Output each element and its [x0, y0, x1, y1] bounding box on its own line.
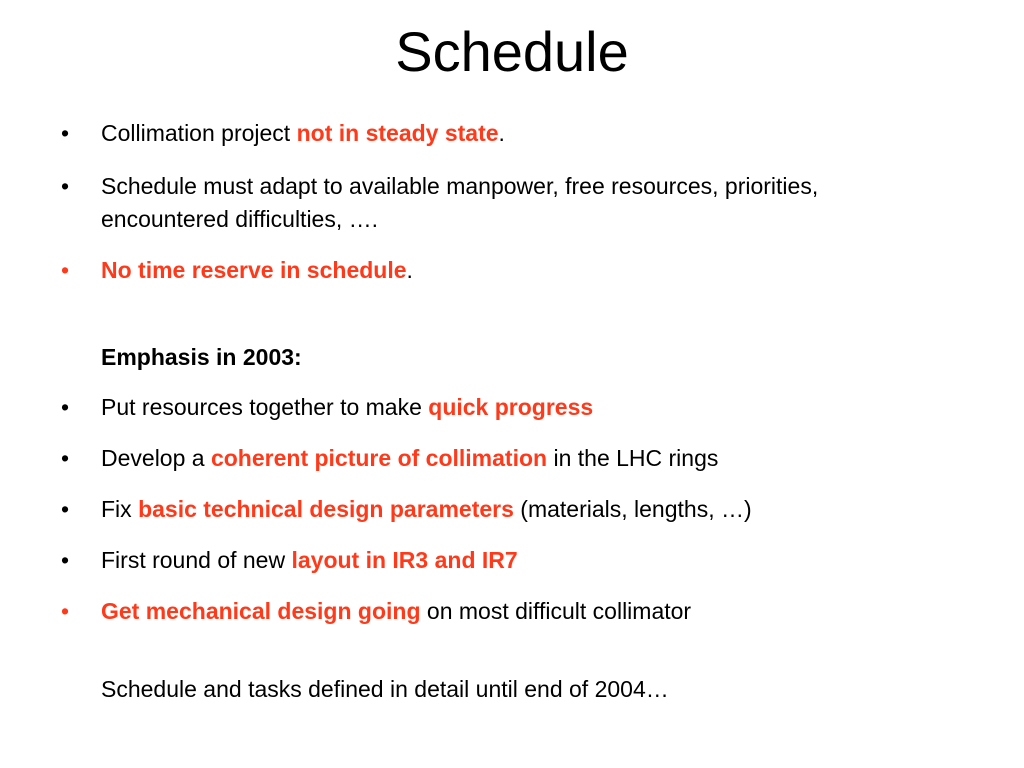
- bullet-text: First round of new: [101, 547, 292, 573]
- bullet-item-no-reserve: [61, 254, 921, 287]
- bullet-item-mechanical-design: [61, 595, 921, 628]
- bullet-marker: •: [61, 445, 70, 471]
- bullet-text-tail: in the LHC rings: [547, 445, 719, 471]
- bullet-text: Develop a: [101, 445, 211, 471]
- bullet-text: Schedule must adapt to available manpower, free resources, priorities, encountered difficulties, ….: [101, 173, 819, 232]
- bullet-highlight: No time reserve in schedule: [101, 257, 407, 283]
- bullet-marker: •: [61, 173, 70, 199]
- slide-title: Schedule: [395, 20, 629, 83]
- bullet-marker: •: [61, 496, 70, 522]
- bullet-highlight: quick progress: [428, 394, 594, 420]
- bullet-highlight: Get mechanical design going: [101, 598, 421, 624]
- bullet-item-quick-progress: [61, 391, 921, 424]
- bullet-text: Put resources together to make: [101, 394, 429, 420]
- bullet-highlight: not in steady state: [296, 120, 499, 146]
- bullet-text-tail: .: [498, 120, 505, 146]
- bullet-text-tail: on most difficult collimator: [420, 598, 692, 624]
- bullet-highlight: basic technical design parameters: [138, 496, 514, 522]
- bullet-marker: •: [61, 120, 70, 146]
- bullet-marker: •: [61, 547, 70, 573]
- bullet-highlight: coherent picture of collimation: [210, 445, 548, 471]
- bullet-item-layout: [61, 544, 921, 577]
- bullet-item-steady-state: [61, 117, 921, 150]
- bullet-marker: •: [61, 394, 70, 420]
- bullet-text-tail: .: [406, 257, 413, 283]
- bullet-text-tail: (materials, lengths, …): [513, 496, 752, 522]
- bullet-marker: •: [61, 257, 70, 283]
- bullet-text: Fix: [101, 496, 139, 522]
- bullet-marker: •: [61, 598, 70, 624]
- section-heading: Emphasis in 2003:: [101, 344, 302, 370]
- bullet-item-coherent-picture: [61, 442, 921, 475]
- bullet-text: Collimation project: [101, 120, 297, 146]
- closing-note: Schedule and tasks defined in detail until end of 2004…: [101, 676, 669, 702]
- bullet-item-design-parameters: [61, 493, 921, 526]
- bullet-item-adapt: [61, 170, 921, 236]
- bullet-highlight: layout in IR3 and IR7: [291, 547, 518, 573]
